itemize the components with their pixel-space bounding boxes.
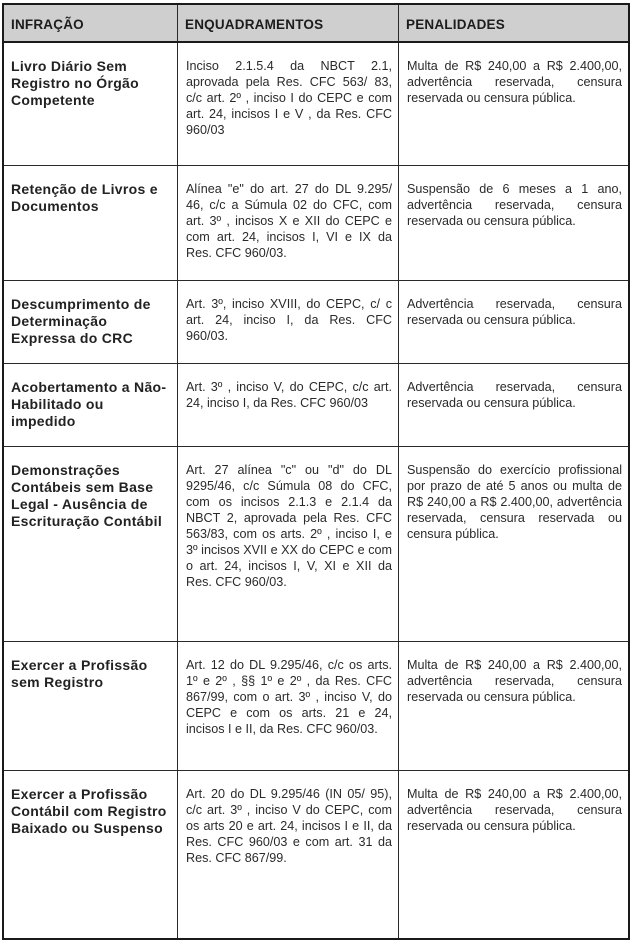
row-7-enquadramentos: Art. 20 do DL 9.295/46 (IN 05/ 95), c/c art. 3º , inciso V do CEPC, com os arts 20 e art. 24, incisos I e II, da Res. CFC 960/03 e com art. 31 da Res. CFC 867/99. — [178, 771, 399, 938]
row-2-infracao: Retenção de Livros e Documentos — [4, 166, 178, 281]
row-6-enquadramentos: Art. 12 do DL 9.295/46, c/c os arts. 1º e 2º , §§ 1º e 2º , da Res. CFC 867/99, com o art. 3º , inciso V, do CEPC e com os arts. 21 e 24, incisos I e II, da Res. CFC 960/03. — [178, 642, 399, 771]
row-7-infracao: Exercer a Profissão Contábil com Registro Baixado ou Suspenso — [4, 771, 178, 938]
row-4-penalidades: Advertência reservada, censura reservada ou censura pública. — [399, 364, 628, 447]
row-6-infracao: Exercer a Profissão sem Registro — [4, 642, 178, 771]
header-penalidades: PENALIDADES — [399, 5, 628, 43]
row-5-penalidades: Suspensão do exercício profissional por prazo de até 5 anos ou multa de R$ 240,00 a R$ 2.400,00, advertência reservada, censura reservada ou censura pública. — [399, 447, 628, 642]
row-1-penalidades: Multa de R$ 240,00 a R$ 2.400,00, advertência reservada, censura reservada ou censura pública. — [399, 43, 628, 166]
row-5-infracao: Demonstrações Contábeis sem Base Legal - Ausência de Escrituração Contábil — [4, 447, 178, 642]
row-1-infracao: Livro Diário Sem Registro no Órgão Competente — [4, 43, 178, 166]
row-4-enquadramentos: Art. 3º , inciso V, do CEPC, c/c art. 24, inciso I, da Res. CFC 960/03 — [178, 364, 399, 447]
row-6-penalidades: Multa de R$ 240,00 a R$ 2.400,00, advertência reservada, censura reservada ou censura pública. — [399, 642, 628, 771]
row-5-enquadramentos: Art. 27 alínea "c" ou "d" do DL 9295/46, c/c Súmula 08 do CFC, com os incisos 2.1.3 e 2.1.4 da NBCT 2, aprovada pela Res. CFC 563/83, com os arts. 2º , inciso I, e 3º incisos XVII e XX do CEPC e com o art. 24, incisos I, V, XI e XII da Res. CFC 960/03. — [178, 447, 399, 642]
row-7-penalidades: Multa de R$ 240,00 a R$ 2.400,00, advertência reservada, censura reservada ou censura pública. — [407, 787, 622, 833]
row-4-infracao: Acobertamento a Não-Habilitado ou impedido — [4, 364, 178, 447]
penalties-table — [2, 3, 630, 940]
row-3-enquadramentos: Art. 3º, inciso XVIII, do CEPC, c/ c art. 24, inciso I, da Res. CFC 960/03. — [178, 281, 399, 364]
row-3-penalidades: Advertência reservada, censura reservada ou censura pública. — [399, 281, 628, 364]
row-2-enquadramentos: Alínea "e" do art. 27 do DL 9.295/ 46, c/c a Súmula 02 do CFC, com art. 3º , incisos X e XII do CEPC e com art. 24, incisos I, VI e IX da Res. CFC 960/03. — [178, 166, 399, 281]
header-enquadramentos: ENQUADRAMENTOS — [178, 5, 399, 43]
row-2-penalidades: Suspensão de 6 meses a 1 ano, advertência reservada, censura reservada ou censura pública. — [399, 166, 628, 281]
header-infracao: INFRAÇÃO — [4, 5, 178, 43]
row-3-infracao: Descumprimento de Determinação Expressa do CRC — [4, 281, 178, 364]
row-1-enquadramentos: Inciso 2.1.5.4 da NBCT 2.1, aprovada pela Res. CFC 563/ 83, c/c art. 2º , inciso I do CEPC e com art. 24, incisos I e V , da Res. CFC 960/03 — [178, 43, 399, 166]
